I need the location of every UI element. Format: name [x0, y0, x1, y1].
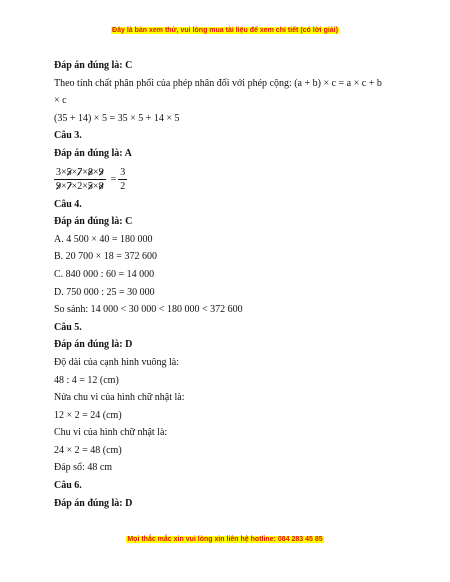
text-line: Câu 5. [54, 321, 82, 333]
document-body [54, 57, 399, 512]
fraction-term: 2 [77, 180, 83, 192]
text-line: × c [54, 95, 67, 107]
fraction-term: × [71, 166, 78, 178]
text-line: D. 750 000 : 25 = 30 000 [54, 286, 155, 298]
text-line: Đáp án đúng là: C [54, 60, 133, 71]
fraction-term: 7 [66, 180, 72, 192]
fraction-term: × [61, 166, 67, 178]
fraction-term: 9 [56, 180, 61, 192]
fraction-term: × [82, 166, 88, 178]
fraction-term: × [92, 166, 99, 178]
text-line: Độ dài của cạnh hình vuông là: [54, 356, 179, 368]
result-denominator: 2 [120, 180, 126, 192]
answer-block-2 [54, 196, 399, 513]
text-line: B. 20 700 × 18 = 372 600 [54, 251, 157, 263]
text-line: So sánh: 14 000 < 30 000 < 180 000 < 372 600 [54, 304, 243, 316]
text-line: C. 840 000 : 60 = 14 000 [54, 268, 155, 280]
fraction-term: 8 [87, 166, 93, 178]
fraction-term: × [82, 180, 88, 192]
text-line: Theo tính chất phân phối của phép nhân đối với phép cộng: (a + b) × c = a × c + b [54, 77, 382, 89]
fraction-term: 8 [98, 180, 104, 192]
text-line: Đáp án đúng là: A [54, 147, 132, 159]
preview-banner [0, 27, 450, 34]
result-fraction [118, 166, 127, 193]
text-line: A. 4 500 × 40 = 180 000 [54, 233, 153, 245]
text-line: Câu 4. [54, 198, 82, 210]
fraction-term: 5 [66, 166, 72, 178]
text-line: Đáp án đúng là: D [54, 339, 133, 351]
fraction-term: 7 [77, 166, 83, 178]
fraction-equation [54, 163, 399, 196]
text-line: Chu vi của hình chữ nhật là: [54, 427, 168, 439]
fraction-term: × [71, 180, 78, 192]
text-line: Đáp số: 48 cm [54, 462, 113, 474]
fraction-term: × [92, 180, 99, 192]
text-line: Nửa chu vi của hình chữ nhật là: [54, 392, 185, 404]
fraction-numerator [54, 166, 106, 180]
hotline-banner-text: Mọi thắc mắc xin vui lòng xin liên hệ hotline: 084 283 45 85 [127, 536, 323, 543]
text-line: Câu 6. [54, 480, 82, 492]
preview-banner-text: Đây là bản xem thử, vui lòng mua tài liệu để xem chi tiết (có lời giải) [112, 27, 338, 34]
result-numerator: 3 [120, 166, 126, 178]
text-line: Câu 3. [54, 130, 82, 142]
fraction-denominator [54, 180, 106, 193]
fraction [54, 166, 106, 193]
text-line: 24 × 2 = 48 (cm) [54, 444, 122, 456]
text-line: 48 : 4 = 12 (cm) [54, 374, 119, 386]
fraction-term: 9 [98, 166, 104, 178]
fraction-term: × [61, 180, 67, 192]
text-line: Đáp án đúng là: C [54, 216, 133, 228]
fraction-term: 3 [56, 166, 61, 178]
text-line: (35 + 14) × 5 = 35 × 5 + 14 × 5 [54, 112, 180, 124]
text-line: 12 × 2 = 24 (cm) [54, 409, 122, 421]
equals-sign: = [110, 173, 117, 185]
text-line: Đáp án đúng là: D [54, 497, 133, 509]
fraction-term: 5 [87, 180, 93, 192]
answer-block-1 [54, 57, 399, 163]
hotline-banner [0, 536, 450, 543]
